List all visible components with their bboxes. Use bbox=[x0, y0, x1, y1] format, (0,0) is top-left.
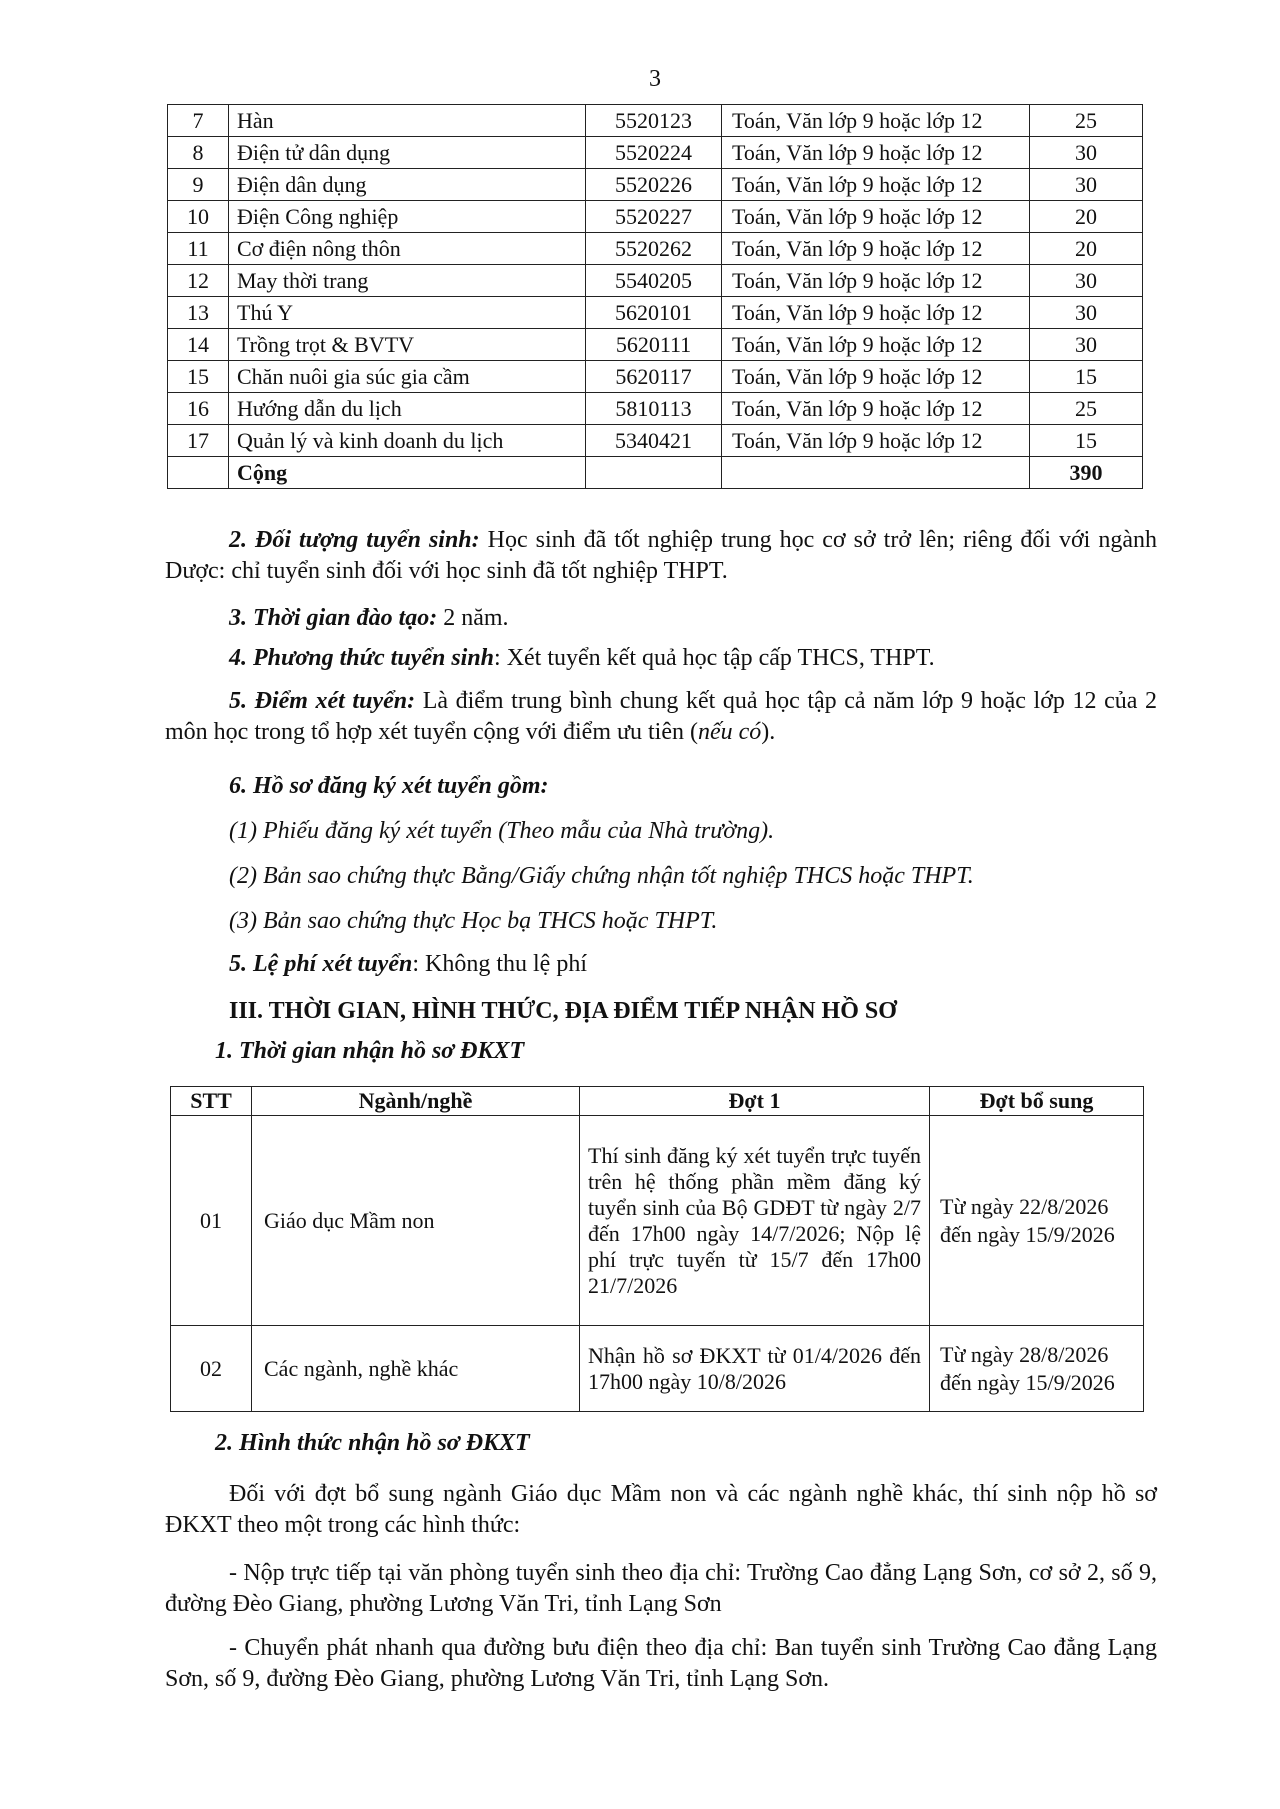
cell-quota: 20 bbox=[1030, 201, 1143, 233]
table-row bbox=[168, 297, 1143, 329]
cell-stt: 02 bbox=[171, 1326, 252, 1412]
cell-quota: 25 bbox=[1030, 105, 1143, 137]
section-text-italic: nếu có bbox=[697, 719, 762, 745]
submission-option-post: - Chuyển phát nhanh qua đường bưu điện theo địa chỉ: Ban tuyển sinh Trường Cao đẳng Lạng Sơn, số 9, đường Đèo Giang, phường Lương Văn Tri, tỉnh Lạng Sơn. bbox=[165, 1635, 1157, 1692]
header-round-1: Đợt 1 bbox=[580, 1087, 930, 1116]
table-row bbox=[168, 169, 1143, 201]
cell-code: 5520227 bbox=[586, 201, 722, 233]
section-target-students bbox=[165, 525, 1157, 587]
cell-empty bbox=[168, 457, 229, 489]
cell-no: 16 bbox=[168, 393, 229, 425]
cell-subjects: Toán, Văn lớp 9 hoặc lớp 12 bbox=[722, 329, 1030, 361]
section-training-duration bbox=[165, 603, 1157, 634]
cell-major: Các ngành, nghề khác bbox=[252, 1326, 580, 1412]
table-row bbox=[168, 137, 1143, 169]
section-label: 5. Điểm xét tuyển: bbox=[229, 688, 416, 714]
header-stt: STT bbox=[171, 1087, 252, 1116]
section-text: Là điểm trung bình chung kết quả học tập cả năm lớp 9 hoặc lớp 12 của 2 môn học trong tổ hợp xét tuyển cộng với điểm ưu tiên ( bbox=[165, 688, 1157, 745]
cell-code: 5520224 bbox=[586, 137, 722, 169]
cell-empty bbox=[586, 457, 722, 489]
cell-subjects: Toán, Văn lớp 9 hoặc lớp 12 bbox=[722, 233, 1030, 265]
cell-major: Điện tử dân dụng bbox=[229, 137, 586, 169]
table-row bbox=[168, 265, 1143, 297]
cell-quota: 30 bbox=[1030, 265, 1143, 297]
table-row bbox=[168, 425, 1143, 457]
cell-subjects: Toán, Văn lớp 9 hoặc lớp 12 bbox=[722, 425, 1030, 457]
cell-subjects: Toán, Văn lớp 9 hoặc lớp 12 bbox=[722, 297, 1030, 329]
extra-round-end: đến ngày 15/9/2026 bbox=[940, 1221, 1115, 1247]
table-row bbox=[171, 1116, 1144, 1326]
cell-subjects: Toán, Văn lớp 9 hoặc lớp 12 bbox=[722, 137, 1030, 169]
cell-no: 11 bbox=[168, 233, 229, 265]
cell-major: Cơ điện nông thôn bbox=[229, 233, 586, 265]
cell-major: Trồng trọt & BVTV bbox=[229, 329, 586, 361]
cell-code: 5340421 bbox=[586, 425, 722, 457]
schedule-table bbox=[170, 1086, 1144, 1412]
cell-code: 5620101 bbox=[586, 297, 722, 329]
cell-subjects: Toán, Văn lớp 9 hoặc lớp 12 bbox=[722, 201, 1030, 233]
cell-code: 5520262 bbox=[586, 233, 722, 265]
cell-round-1: Nhận hồ sơ ĐKXT từ 01/4/2026 đến 17h00 ngày 10/8/2026 bbox=[580, 1326, 930, 1412]
cell-quota: 30 bbox=[1030, 169, 1143, 201]
section-admission-score bbox=[165, 686, 1157, 748]
cell-subjects: Toán, Văn lớp 9 hoặc lớp 12 bbox=[722, 361, 1030, 393]
section-documents-heading bbox=[165, 771, 1157, 802]
total-row bbox=[168, 457, 1143, 489]
cell-subjects: Toán, Văn lớp 9 hoặc lớp 12 bbox=[722, 393, 1030, 425]
extra-round-start: Từ ngày 22/8/2026 bbox=[940, 1193, 1109, 1219]
total-label: Cộng bbox=[229, 457, 586, 489]
section-text-end: ). bbox=[761, 719, 776, 745]
cell-stt: 01 bbox=[171, 1116, 252, 1326]
submission-intro: Đối với đợt bổ sung ngành Giáo dục Mầm non và các ngành nghề khác, thí sinh nộp hồ sơ ĐKXT theo một trong các hình thức: bbox=[165, 1481, 1157, 1538]
section-text: : Không thu lệ phí bbox=[412, 951, 587, 977]
cell-no: 9 bbox=[168, 169, 229, 201]
document-item: (1) Phiếu đăng ký xét tuyển (Theo mẫu của Nhà trường). bbox=[229, 818, 775, 844]
cell-code: 5620111 bbox=[586, 329, 722, 361]
cell-subjects: Toán, Văn lớp 9 hoặc lớp 12 bbox=[722, 265, 1030, 297]
cell-extra-round bbox=[930, 1326, 1144, 1412]
section-admission-method bbox=[165, 643, 1157, 674]
table-row bbox=[168, 393, 1143, 425]
table-row bbox=[168, 329, 1143, 361]
section-label: 4. Phương thức tuyển sinh bbox=[229, 645, 495, 671]
cell-major: Chăn nuôi gia súc gia cầm bbox=[229, 361, 586, 393]
table-row bbox=[168, 201, 1143, 233]
table-row bbox=[168, 105, 1143, 137]
cell-no: 8 bbox=[168, 137, 229, 169]
cell-extra-round bbox=[930, 1116, 1144, 1326]
section-label: 6. Hồ sơ đăng ký xét tuyển gồm: bbox=[229, 773, 549, 799]
cell-quota: 15 bbox=[1030, 361, 1143, 393]
cell-major: Hàn bbox=[229, 105, 586, 137]
section-label: 3. Thời gian đào tạo: bbox=[229, 605, 438, 631]
section-text: 2 năm. bbox=[437, 605, 509, 631]
cell-major: Điện dân dụng bbox=[229, 169, 586, 201]
cell-code: 5520226 bbox=[586, 169, 722, 201]
cell-quota: 30 bbox=[1030, 137, 1143, 169]
cell-quota: 30 bbox=[1030, 297, 1143, 329]
cell-subjects: Toán, Văn lớp 9 hoặc lớp 12 bbox=[722, 105, 1030, 137]
cell-no: 15 bbox=[168, 361, 229, 393]
section-fee bbox=[165, 949, 1157, 980]
table-row bbox=[168, 233, 1143, 265]
section-text: : Xét tuyển kết quả học tập cấp THCS, THPT. bbox=[494, 645, 935, 671]
cell-no: 14 bbox=[168, 329, 229, 361]
section-label: 2. Đối tượng tuyển sinh: bbox=[229, 527, 480, 553]
cell-empty bbox=[722, 457, 1030, 489]
header-major: Ngành/nghề bbox=[252, 1087, 580, 1116]
cell-quota: 25 bbox=[1030, 393, 1143, 425]
subsection-1-heading: 1. Thời gian nhận hồ sơ ĐKXT bbox=[215, 1038, 525, 1064]
part-3-heading: III. THỜI GIAN, HÌNH THỨC, ĐỊA ĐIỂM TIẾP NHẬN HỒ SƠ bbox=[229, 998, 897, 1024]
document-item: (2) Bản sao chứng thực Bằng/Giấy chứng nhận tốt nghiệp THCS hoặc THPT. bbox=[229, 863, 974, 889]
page-number: 3 bbox=[649, 66, 661, 92]
cell-major: Giáo dục Mầm non bbox=[252, 1116, 580, 1326]
cell-code: 5540205 bbox=[586, 265, 722, 297]
quota-table bbox=[167, 104, 1143, 489]
cell-major: Hướng dẫn du lịch bbox=[229, 393, 586, 425]
submission-option-in-person: - Nộp trực tiếp tại văn phòng tuyển sinh theo địa chỉ: Trường Cao đẳng Lạng Sơn, cơ sở 2, số 9, đường Đèo Giang, phường Lương Văn Tri, tỉnh Lạng Sơn bbox=[165, 1560, 1157, 1617]
cell-no: 10 bbox=[168, 201, 229, 233]
table-row bbox=[171, 1326, 1144, 1412]
subsection-2-heading: 2. Hình thức nhận hồ sơ ĐKXT bbox=[215, 1430, 530, 1456]
extra-round-end: đến ngày 15/9/2026 bbox=[940, 1369, 1115, 1395]
cell-no: 17 bbox=[168, 425, 229, 457]
cell-major: Điện Công nghiệp bbox=[229, 201, 586, 233]
cell-code: 5620117 bbox=[586, 361, 722, 393]
cell-major: May thời trang bbox=[229, 265, 586, 297]
table-header-row bbox=[171, 1087, 1144, 1116]
cell-no: 13 bbox=[168, 297, 229, 329]
document-item: (3) Bản sao chứng thực Học bạ THCS hoặc THPT. bbox=[229, 908, 718, 934]
extra-round-start: Từ ngày 28/8/2026 bbox=[940, 1341, 1109, 1367]
table-row bbox=[168, 361, 1143, 393]
cell-code: 5810113 bbox=[586, 393, 722, 425]
total-value: 390 bbox=[1030, 457, 1143, 489]
cell-quota: 30 bbox=[1030, 329, 1143, 361]
section-text: Học sinh đã tốt nghiệp trung học cơ sở trở lên; riêng đối với ngành Dược: chỉ tuyển sinh đối với học sinh đã tốt nghiệp THPT. bbox=[165, 527, 1158, 584]
cell-round-1: Thí sinh đăng ký xét tuyển trực tuyến trên hệ thống phần mềm đăng ký tuyển sinh của Bộ GDĐT từ ngày 2/7 đến 17h00 ngày 14/7/2026; Nộp lệ phí trực tuyến từ 15/7 đến 17h00 21/7/2026 bbox=[580, 1116, 930, 1326]
header-extra-round: Đợt bổ sung bbox=[930, 1087, 1144, 1116]
cell-major: Thú Y bbox=[229, 297, 586, 329]
cell-no: 7 bbox=[168, 105, 229, 137]
cell-quota: 20 bbox=[1030, 233, 1143, 265]
section-label: 5. Lệ phí xét tuyển bbox=[229, 951, 413, 977]
cell-quota: 15 bbox=[1030, 425, 1143, 457]
cell-no: 12 bbox=[168, 265, 229, 297]
cell-major: Quản lý và kinh doanh du lịch bbox=[229, 425, 586, 457]
cell-subjects: Toán, Văn lớp 9 hoặc lớp 12 bbox=[722, 169, 1030, 201]
cell-code: 5520123 bbox=[586, 105, 722, 137]
